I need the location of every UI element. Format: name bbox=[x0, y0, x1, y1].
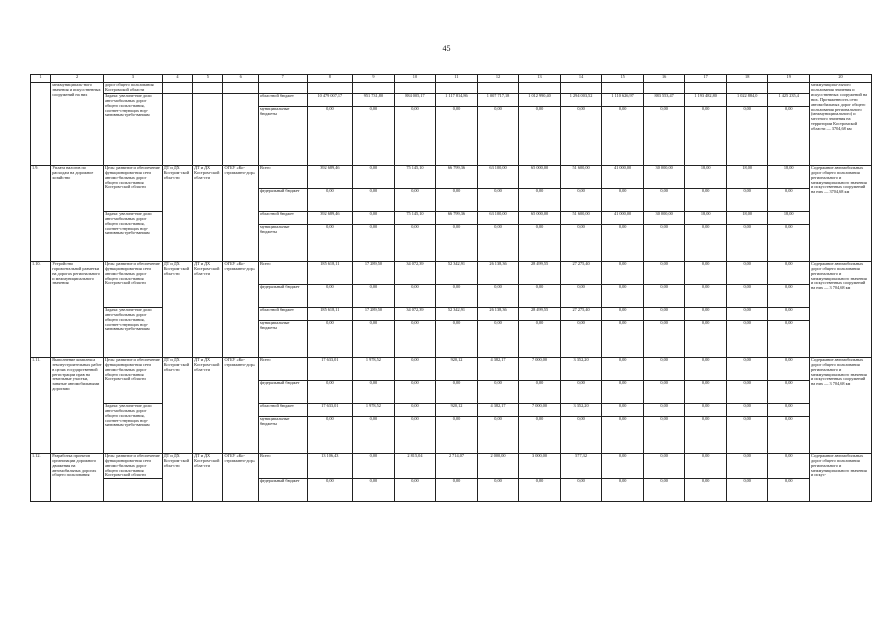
column-header: 20 bbox=[810, 75, 872, 83]
value-cell: 0,00 bbox=[394, 106, 436, 165]
value-cell: 26 138,36 bbox=[477, 307, 519, 320]
value-cell: 0,00 bbox=[685, 224, 727, 261]
value-cell: 0,00 bbox=[726, 188, 768, 211]
value-cell: 0,00 bbox=[477, 416, 519, 453]
empty-cell bbox=[477, 83, 519, 94]
value-cell: 0,00 bbox=[519, 416, 561, 453]
value-cell: 0,00 bbox=[685, 479, 727, 502]
value-cell: 0,00 bbox=[560, 320, 602, 357]
executor-cell: ОГБУ «Ко-стромаавто-дор» bbox=[223, 357, 258, 453]
indicator-cell: Содержание автомобильных дорог общего пользования регионального и межмуниципального значения и искусственных сооружений на них — 3 704,68 км bbox=[810, 261, 872, 357]
empty-cell bbox=[643, 83, 685, 94]
empty-cell bbox=[353, 83, 395, 94]
value-cell: 0,00 bbox=[560, 106, 602, 165]
value-cell: 185 618,11 bbox=[307, 261, 353, 284]
task-cell: Задача: увеличе-ние доли авто-мобильных дорог общего пользо-вания, соответ-ствующих нор-мативным требо-ваниям bbox=[103, 307, 162, 357]
funding-source-cell: муниципальные бюджеты bbox=[258, 224, 307, 261]
value-cell: 0,00 bbox=[436, 320, 478, 357]
value-cell: 0,00 bbox=[477, 106, 519, 165]
value-cell: 0,00 bbox=[519, 479, 561, 502]
empty-cell bbox=[193, 93, 223, 165]
empty-cell bbox=[685, 83, 727, 94]
value-cell: 0,00 bbox=[726, 380, 768, 403]
value-cell: 0,00 bbox=[768, 188, 810, 211]
value-cell: 3 352,20 bbox=[560, 357, 602, 380]
column-header: 7 bbox=[258, 75, 307, 83]
value-cell: 0,00 bbox=[394, 380, 436, 403]
executor-cell: ОГБУ «Ко-стромаавто-дор» bbox=[223, 261, 258, 357]
value-cell: 0,00 bbox=[436, 224, 478, 261]
value-cell: 18,00 bbox=[726, 211, 768, 224]
column-header: 4 bbox=[162, 75, 192, 83]
value-cell: 75 145,10 bbox=[394, 211, 436, 224]
value-cell: 0,00 bbox=[436, 380, 478, 403]
value-cell: 0,00 bbox=[726, 320, 768, 357]
value-cell: 3 000,00 bbox=[519, 453, 561, 479]
value-cell: 66 799,36 bbox=[436, 211, 478, 224]
value-cell: 0,00 bbox=[477, 188, 519, 211]
task-cell bbox=[103, 479, 162, 502]
value-cell: 18,00 bbox=[726, 165, 768, 188]
value-cell: 1 294 003,52 bbox=[560, 93, 602, 106]
funding-source-cell: федеральный бюджет bbox=[258, 284, 307, 307]
value-cell: 0,00 bbox=[602, 320, 644, 357]
value-cell: 0,00 bbox=[602, 224, 644, 261]
value-cell: 0,00 bbox=[726, 284, 768, 307]
goal-cell: Цель: развитие и обеспечение функционирова-ния сети автомо-бильных дорог общего пользо-вания Костром-ской области bbox=[103, 357, 162, 403]
value-cell: 0,00 bbox=[602, 453, 644, 479]
value-cell: 0,00 bbox=[436, 479, 478, 502]
value-cell: 51 600,00 bbox=[560, 165, 602, 188]
value-cell: 2 815,04 bbox=[394, 453, 436, 479]
funding-source-cell: Всего bbox=[258, 453, 307, 479]
value-cell: 0,00 bbox=[643, 284, 685, 307]
value-cell: 0,00 bbox=[353, 188, 395, 211]
value-cell: 0,00 bbox=[477, 479, 519, 502]
column-header: 17 bbox=[685, 75, 727, 83]
value-cell: 0,00 bbox=[643, 261, 685, 284]
value-cell: 65 000,00 bbox=[519, 165, 561, 188]
funding-source-cell: муниципальные бюджеты bbox=[258, 416, 307, 453]
value-cell: 1 022 884,0 bbox=[726, 93, 768, 106]
table-row bbox=[31, 93, 872, 106]
value-cell: 0,00 bbox=[726, 453, 768, 479]
value-cell: 0,00 bbox=[602, 479, 644, 502]
value-cell: 185 618,11 bbox=[307, 307, 353, 320]
value-cell: 0,00 bbox=[602, 416, 644, 453]
value-cell: 577,32 bbox=[560, 453, 602, 479]
value-cell: 0,00 bbox=[307, 106, 353, 165]
column-header: 1 bbox=[31, 75, 51, 83]
item-number-cell: 1.12. bbox=[31, 453, 51, 502]
item-number-cell: 1.11. bbox=[31, 357, 51, 453]
value-cell: 0,00 bbox=[353, 284, 395, 307]
indicator-cell: межмуниципа-льного пользования значения и искусственных сооружений на них. Протяженность сети автомобильных дорог общего пользования регионального (межмуниципального) и местного значения на территории Костромской области — 3704,68 км bbox=[810, 83, 872, 166]
value-cell: 0,00 bbox=[643, 106, 685, 165]
value-cell: 920,12 bbox=[436, 403, 478, 416]
column-header: 3 bbox=[103, 75, 162, 83]
value-cell: 0,00 bbox=[602, 403, 644, 416]
value-cell: 51 600,00 bbox=[560, 211, 602, 224]
value-cell: 28 499,55 bbox=[519, 307, 561, 320]
value-cell: 0,00 bbox=[685, 416, 727, 453]
value-cell: 0,00 bbox=[685, 453, 727, 479]
value-cell: 0,00 bbox=[726, 307, 768, 320]
value-cell: 0,00 bbox=[768, 307, 810, 320]
value-cell: 0,00 bbox=[436, 284, 478, 307]
value-cell: 0,00 bbox=[726, 479, 768, 502]
column-header: 8 bbox=[307, 75, 353, 83]
value-cell: 0,00 bbox=[353, 165, 395, 188]
value-cell: 0,00 bbox=[307, 320, 353, 357]
value-cell: 951 731,80 bbox=[353, 93, 395, 106]
value-cell: 0,00 bbox=[519, 320, 561, 357]
value-cell: 0,00 bbox=[726, 261, 768, 284]
item-name-cell: Устройство горизонтальной разметки на дорогах регионального и межмуниципального значения bbox=[51, 261, 104, 357]
table-row bbox=[31, 261, 872, 284]
indicator-cell: Содержание автомобильных дорог общего пользования регионального и межмуниципального значения и искус- bbox=[810, 453, 872, 502]
empty-cell bbox=[436, 83, 478, 94]
value-cell: 26 138,36 bbox=[477, 261, 519, 284]
item-name-cell: Выполнение комплекса землеустроительных работ в целях государственной регистрации прав на земельные участки, занятые автомобильными дорогами bbox=[51, 357, 104, 453]
value-cell: 0,00 bbox=[560, 380, 602, 403]
value-cell: 7 000,00 bbox=[519, 403, 561, 416]
value-cell: 4 382,17 bbox=[477, 357, 519, 380]
empty-cell bbox=[726, 83, 768, 94]
value-cell: 41 000,00 bbox=[602, 211, 644, 224]
value-cell: 0,00 bbox=[519, 380, 561, 403]
value-cell: 0,00 bbox=[768, 106, 810, 165]
coordinator-cell: ДТ и ДХ Костром-ской обла-сти bbox=[193, 357, 223, 453]
table-row bbox=[31, 165, 872, 188]
funding-source-cell: областной бюджет bbox=[258, 93, 307, 106]
value-cell: 0,00 bbox=[685, 320, 727, 357]
value-cell: 41 000,00 bbox=[602, 165, 644, 188]
funding-source-cell: областной бюджет bbox=[258, 211, 307, 224]
value-cell: 0,00 bbox=[726, 403, 768, 416]
funding-source-cell: федеральный бюджет bbox=[258, 380, 307, 403]
empty-cell bbox=[394, 83, 436, 94]
value-cell: 0,00 bbox=[643, 416, 685, 453]
value-cell: 0,00 bbox=[685, 307, 727, 320]
value-cell: 63 100,00 bbox=[477, 211, 519, 224]
value-cell: 0,00 bbox=[307, 224, 353, 261]
value-cell: 0,00 bbox=[768, 320, 810, 357]
value-cell: 0,00 bbox=[685, 284, 727, 307]
value-cell: 0,00 bbox=[768, 453, 810, 479]
program-table bbox=[30, 74, 872, 502]
value-cell: 17 633,01 bbox=[307, 403, 353, 416]
value-cell: 0,00 bbox=[643, 403, 685, 416]
value-cell: 0,00 bbox=[353, 211, 395, 224]
value-cell: 0,00 bbox=[768, 416, 810, 453]
value-cell: 0,00 bbox=[643, 188, 685, 211]
table-body bbox=[31, 83, 872, 502]
value-cell: 0,00 bbox=[436, 416, 478, 453]
value-cell: 0,00 bbox=[685, 403, 727, 416]
goal-cell: дорог общего пользования Костромской области bbox=[103, 83, 162, 94]
value-cell: 0,00 bbox=[519, 188, 561, 211]
empty-cell bbox=[223, 83, 258, 94]
value-cell: 0,00 bbox=[560, 188, 602, 211]
value-cell: 0,00 bbox=[685, 380, 727, 403]
funding-source-cell: Всего bbox=[258, 261, 307, 284]
value-cell: 0,00 bbox=[307, 380, 353, 403]
goal-cell: Цель: развитие и обеспечение функционирова-ния сети автомо-бильных дорог общего пользо-вания Костром-ской области bbox=[103, 453, 162, 479]
value-cell: 2 714,07 bbox=[436, 453, 478, 479]
value-cell: 0,00 bbox=[394, 320, 436, 357]
value-cell: 0,00 bbox=[602, 307, 644, 320]
value-cell: 0,00 bbox=[643, 453, 685, 479]
executor-cell: ОГБУ «Ко-стромаавто-дор» bbox=[223, 453, 258, 502]
value-cell: 28 499,55 bbox=[519, 261, 561, 284]
funding-source-cell: муниципальные бюджеты bbox=[258, 106, 307, 165]
table-row bbox=[31, 453, 872, 479]
value-cell: 0,00 bbox=[602, 357, 644, 380]
column-header: 10 bbox=[394, 75, 436, 83]
empty-cell bbox=[307, 83, 353, 94]
indicator-cell: Содержание автомобильных дорог общего пользования регионального и межмуниципального значения и искусственных сооружений на них — 3 704,68 км bbox=[810, 357, 872, 453]
item-number-cell bbox=[31, 83, 51, 166]
value-cell: 17 633,01 bbox=[307, 357, 353, 380]
coordinator-cell: ДТ и ДХ Костром-ской обла-сти bbox=[193, 453, 223, 502]
column-header: 15 bbox=[602, 75, 644, 83]
value-cell: 0,00 bbox=[436, 106, 478, 165]
value-cell: 0,00 bbox=[726, 416, 768, 453]
customer-cell: ДТ и ДХ Костром-ской обла-сти bbox=[162, 453, 192, 502]
value-cell: 34 072,39 bbox=[394, 307, 436, 320]
value-cell: 0,00 bbox=[477, 380, 519, 403]
value-cell: 3 352,20 bbox=[560, 403, 602, 416]
value-cell: 0,00 bbox=[602, 261, 644, 284]
column-header: 2 bbox=[51, 75, 104, 83]
value-cell: 0,00 bbox=[519, 106, 561, 165]
executor-cell: ОГБУ «Ко-стромаавто-дор» bbox=[223, 165, 258, 261]
goal-cell: Цель: развитие и обеспечение функционирова-ния сети автомо-бильных дорог общего пользо-вания Костром-ской области bbox=[103, 165, 162, 211]
value-cell: 0,00 bbox=[307, 479, 353, 502]
value-cell: 0,00 bbox=[643, 320, 685, 357]
item-name-cell: Разработка проектов организации дорожного движения на автомобильных дорогах общего пользования bbox=[51, 453, 104, 502]
value-cell: 0,00 bbox=[685, 261, 727, 284]
value-cell: 0,00 bbox=[602, 380, 644, 403]
value-cell: 0,00 bbox=[560, 224, 602, 261]
value-cell: 0,00 bbox=[307, 416, 353, 453]
value-cell: 1 110 626,97 bbox=[602, 93, 644, 106]
value-cell: 1 007 717,18 bbox=[477, 93, 519, 106]
value-cell: 1 978,52 bbox=[353, 403, 395, 416]
value-cell: 0,00 bbox=[353, 380, 395, 403]
value-cell: 1 193 482,80 bbox=[685, 93, 727, 106]
value-cell: 30 000,00 bbox=[643, 211, 685, 224]
value-cell: 0,00 bbox=[768, 357, 810, 380]
column-header: 19 bbox=[768, 75, 810, 83]
value-cell: 27 275,40 bbox=[560, 261, 602, 284]
value-cell: 1 978,52 bbox=[353, 357, 395, 380]
value-cell: 0,00 bbox=[353, 224, 395, 261]
value-cell: 0,00 bbox=[394, 403, 436, 416]
value-cell: 0,00 bbox=[394, 188, 436, 211]
table-row bbox=[31, 403, 872, 416]
value-cell: 884 005,17 bbox=[394, 93, 436, 106]
value-cell: 65 000,00 bbox=[519, 211, 561, 224]
empty-cell bbox=[162, 93, 192, 165]
empty-cell bbox=[223, 93, 258, 165]
goal-cell: Цель: развитие и обеспечение функционирова-ния сети автомо-бильных дорог общего пользо-вания Костром-ской области bbox=[103, 261, 162, 307]
value-cell: 0,00 bbox=[519, 284, 561, 307]
value-cell: 0,00 bbox=[307, 188, 353, 211]
value-cell: 1 425 235,4 bbox=[768, 93, 810, 106]
value-cell: 0,00 bbox=[394, 416, 436, 453]
funding-source-cell: федеральный бюджет bbox=[258, 479, 307, 502]
value-cell: 17 289,50 bbox=[353, 307, 395, 320]
value-cell: 0,00 bbox=[685, 357, 727, 380]
funding-source-cell: федеральный бюджет bbox=[258, 188, 307, 211]
column-header: 5 bbox=[193, 75, 223, 83]
value-cell: 0,00 bbox=[353, 453, 395, 479]
value-cell: 52 342,91 bbox=[436, 261, 478, 284]
empty-cell bbox=[768, 83, 810, 94]
task-cell: Задача: увеличе-ние доли авто-мобильных дорог общего пользо-вания, соответ-ствующих нор-мативным требо-ваниям bbox=[103, 211, 162, 261]
value-cell: 0,00 bbox=[768, 224, 810, 261]
item-name-cell: межмуниципаль-ного значения и искусственных сооружений на них bbox=[51, 83, 104, 166]
table-row bbox=[31, 307, 872, 320]
value-cell: 2 000,00 bbox=[477, 453, 519, 479]
value-cell: 18,00 bbox=[768, 165, 810, 188]
value-cell: 0,00 bbox=[685, 188, 727, 211]
value-cell: 0,00 bbox=[477, 224, 519, 261]
value-cell: 0,00 bbox=[602, 188, 644, 211]
value-cell: 7 000,00 bbox=[519, 357, 561, 380]
value-cell: 0,00 bbox=[643, 224, 685, 261]
indicator-cell: Содержание автомобильных дорог общего пользования регионального и межмуниципального значения и искусственных сооружений на них — 3704,68 км bbox=[810, 165, 872, 261]
column-header: 16 bbox=[643, 75, 685, 83]
value-cell: 0,00 bbox=[726, 224, 768, 261]
value-cell: 0,00 bbox=[353, 416, 395, 453]
value-cell: 0,00 bbox=[394, 284, 436, 307]
column-header: 11 bbox=[436, 75, 478, 83]
column-header: 18 bbox=[726, 75, 768, 83]
coordinator-cell: ДТ и ДХ Костром-ской обла-сти bbox=[193, 261, 223, 357]
value-cell: 0,00 bbox=[353, 479, 395, 502]
value-cell: 66 799,36 bbox=[436, 165, 478, 188]
value-cell: 0,00 bbox=[602, 284, 644, 307]
header-row bbox=[31, 75, 872, 83]
value-cell: 883 553,47 bbox=[643, 93, 685, 106]
column-header: 14 bbox=[560, 75, 602, 83]
empty-cell bbox=[602, 83, 644, 94]
customer-cell: ДТ и ДХ Костром-ской обла-сти bbox=[162, 357, 192, 453]
value-cell: 392 689,46 bbox=[307, 165, 353, 188]
value-cell: 0,00 bbox=[643, 479, 685, 502]
value-cell: 0,00 bbox=[726, 106, 768, 165]
value-cell: 920,12 bbox=[436, 357, 478, 380]
value-cell: 0,00 bbox=[477, 320, 519, 357]
funding-source-cell: Всего bbox=[258, 357, 307, 380]
column-header: 6 bbox=[223, 75, 258, 83]
value-cell: 34 072,39 bbox=[394, 261, 436, 284]
table-row bbox=[31, 211, 872, 224]
value-cell: 0,00 bbox=[560, 479, 602, 502]
value-cell: 0,00 bbox=[436, 188, 478, 211]
funding-source-cell: Всего bbox=[258, 165, 307, 188]
column-header: 13 bbox=[519, 75, 561, 83]
column-header: 12 bbox=[477, 75, 519, 83]
value-cell: 18,00 bbox=[768, 211, 810, 224]
value-cell: 0,00 bbox=[602, 106, 644, 165]
value-cell: 0,00 bbox=[353, 320, 395, 357]
value-cell: 1 012 990,40 bbox=[519, 93, 561, 106]
value-cell: 0,00 bbox=[477, 284, 519, 307]
table-row bbox=[31, 83, 872, 94]
customer-cell: ДТ и ДХ Костром-ской обла-сти bbox=[162, 165, 192, 261]
funding-source-cell: областной бюджет bbox=[258, 307, 307, 320]
table-row bbox=[31, 479, 872, 502]
value-cell: 0,00 bbox=[726, 357, 768, 380]
value-cell: 27 275,40 bbox=[560, 307, 602, 320]
value-cell: 0,00 bbox=[768, 403, 810, 416]
empty-cell bbox=[258, 83, 307, 94]
value-cell: 30 000,00 bbox=[643, 165, 685, 188]
empty-cell bbox=[193, 83, 223, 94]
coordinator-cell: ДТ и ДХ Костром-ской обла-сти bbox=[193, 165, 223, 261]
value-cell: 0,00 bbox=[643, 307, 685, 320]
page-number: 45 bbox=[442, 44, 451, 53]
value-cell: 0,00 bbox=[643, 380, 685, 403]
value-cell: 0,00 bbox=[560, 284, 602, 307]
value-cell: 63 100,00 bbox=[477, 165, 519, 188]
value-cell: 0,00 bbox=[643, 357, 685, 380]
value-cell: 4 382,17 bbox=[477, 403, 519, 416]
value-cell: 392 689,46 bbox=[307, 211, 353, 224]
value-cell: 0,00 bbox=[768, 479, 810, 502]
task-cell: Задача: увеличе-ние доли авто-мобильных дорог общего пользо-вания, соответ-ствующих нор-мативным требо-ваниям bbox=[103, 93, 162, 165]
empty-cell bbox=[560, 83, 602, 94]
item-number-cell: 1.9. bbox=[31, 165, 51, 261]
value-cell: 0,00 bbox=[307, 284, 353, 307]
value-cell: 17 289,50 bbox=[353, 261, 395, 284]
customer-cell: ДТ и ДХ Костром-ской обла-сти bbox=[162, 261, 192, 357]
value-cell: 0,00 bbox=[394, 357, 436, 380]
column-header: 9 bbox=[353, 75, 395, 83]
funding-source-cell: областной бюджет bbox=[258, 403, 307, 416]
value-cell: 10 479 007,17 bbox=[307, 93, 353, 106]
value-cell: 0,00 bbox=[353, 106, 395, 165]
funding-source-cell: муниципальные бюджеты bbox=[258, 320, 307, 357]
value-cell: 52 342,91 bbox=[436, 307, 478, 320]
value-cell: 75 145,10 bbox=[394, 165, 436, 188]
value-cell: 1 117 814,86 bbox=[436, 93, 478, 106]
task-cell: Задача: увеличе-ние доли авто-мобильных дорог общего пользо-вания, соответ-ствующих нор-мативным требо-ваниям bbox=[103, 403, 162, 453]
value-cell: 0,00 bbox=[519, 224, 561, 261]
value-cell: 0,00 bbox=[394, 479, 436, 502]
value-cell: 18,00 bbox=[685, 165, 727, 188]
empty-cell bbox=[519, 83, 561, 94]
value-cell: 0,00 bbox=[685, 106, 727, 165]
empty-cell bbox=[162, 83, 192, 94]
value-cell: 0,00 bbox=[560, 416, 602, 453]
value-cell: 0,00 bbox=[768, 380, 810, 403]
value-cell: 0,00 bbox=[768, 261, 810, 284]
value-cell: 13 106,43 bbox=[307, 453, 353, 479]
item-name-cell: Уплата налогов по расходам на дорожное хозяйство bbox=[51, 165, 104, 261]
value-cell: 18,00 bbox=[685, 211, 727, 224]
item-number-cell: 1.10. bbox=[31, 261, 51, 357]
value-cell: 0,00 bbox=[768, 284, 810, 307]
table-row bbox=[31, 357, 872, 380]
value-cell: 0,00 bbox=[394, 224, 436, 261]
